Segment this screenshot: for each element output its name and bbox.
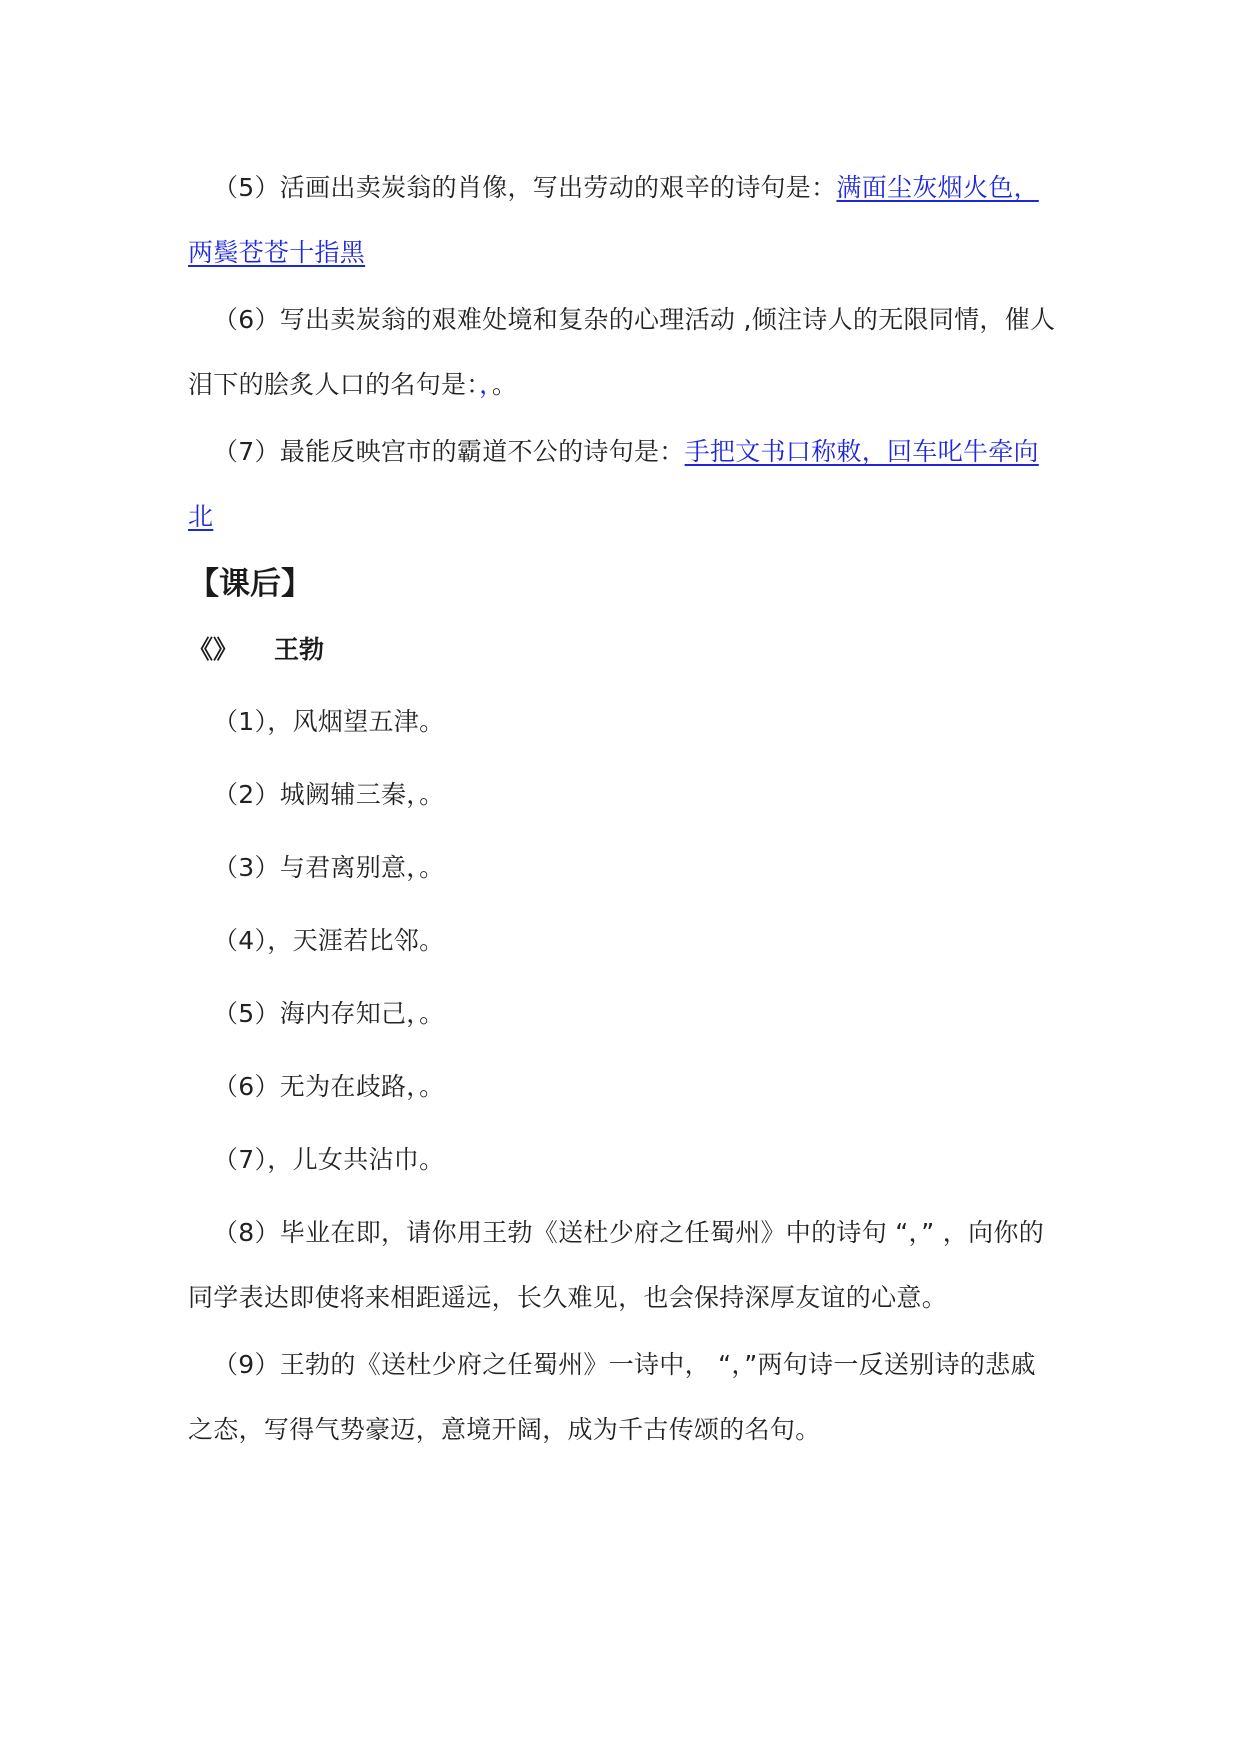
poem-item: （2）城阙辅三秦，。 [213,780,445,809]
poem-title: 《》 [188,635,239,664]
poem-item: （6）无为在歧路，。 [213,1072,445,1101]
question-6-answer: ， [479,370,492,399]
section-heading-after-class: 【课后】 [188,566,312,602]
question-6 [188,287,1058,417]
question-7-prompt: （7）最能反映宫市的霸道不公的诗句是： [213,437,685,466]
question-6-prompt: （6）写出卖炭翁的艰难处境和复杂的心理活动 ,倾注诗人的无限同情，催人泪下的脍炙人口的名句是： [188,305,1056,399]
question-5-answer: 满面尘灰烟火色，两鬓苍苍十指黑 [188,173,1039,267]
poem-item: （7），儿女共沾巾。 [213,1145,445,1174]
poem-author: 王勃 [274,635,325,664]
document-content [188,155,1058,1462]
question-5 [188,155,1058,285]
question-9: （9）王勃的《送杜少府之任蜀州》一诗中， “，”两句诗一反送别诗的悲戚之态，写得气势豪迈，意境开阔，成为千古传颂的名句。 [188,1350,1036,1444]
poem-heading [188,619,1058,681]
question-5-prompt: （5）活画出卖炭翁的肖像，写出劳动的艰辛的诗句是： [213,173,837,202]
question-7 [188,419,1058,549]
poem-items [188,685,1058,1196]
poem-item: （5）海内存知己，。 [213,999,445,1028]
question-8: （8）毕业在即，请你用王勃《送杜少府之任蜀州》中的诗句 “，” ，向你的同学表达即使将来相距遥远，长久难见，也会保持深厚友谊的心意。 [188,1218,1045,1312]
poem-item: （4），天涯若比邻。 [213,926,445,955]
poem-item: （1），风烟望五津。 [213,707,445,736]
question-6-ending: 。 [491,370,518,399]
poem-item: （3）与君离别意，。 [213,853,445,882]
question-7-answer: 手把文书口称敕，回车叱牛牵向北 [188,437,1039,531]
